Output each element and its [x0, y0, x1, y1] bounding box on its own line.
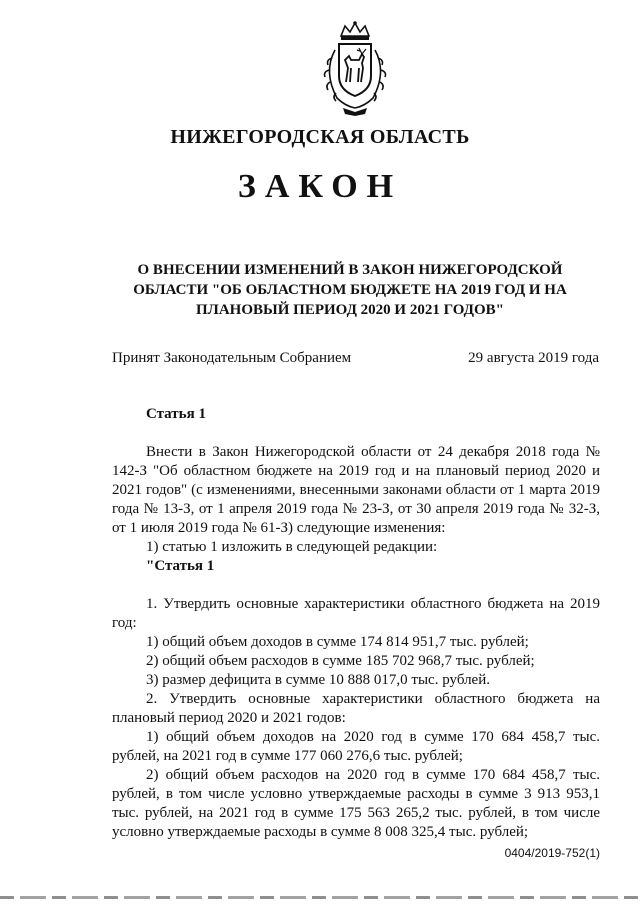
paragraph: 3) размер дефицита в сумме 10 888 017,0 тыс. рублей. [146, 672, 490, 688]
paragraph: 2) общий объем расходов в сумме 185 702 968,7 тыс. рублей; [146, 653, 535, 669]
article-intro: Внести в Закон Нижегородской области от 24 декабря 2018 года № 142-З "Об областном бюджете на 2019 год и на плановый период 2020 и 2021 годов" (с изменениями, внесенными законами области от 1 марта 2019 года № 13-З, от 1 апреля 2019 года № 23-З, от 30 апреля 2019 года № 32-З, от 1 июля 2019 года № 61-З) следующие изменения: [112, 444, 600, 536]
paragraph: 1. Утвердить основные характеристики областного бюджета на 2019 год: [112, 596, 600, 631]
document-code: 0404/2019-752(1) [504, 846, 600, 860]
quoted-article-heading: "Статья 1 [146, 558, 215, 574]
adoption-date: 29 августа 2019 года [468, 350, 599, 366]
amendment-item: 1) статью 1 изложить в следующей редакции: [146, 539, 438, 555]
document-type-title: ЗАКОН [237, 168, 403, 205]
paragraph: 2) общий объем расходов на 2020 год в сумме 170 684 458,7 тыс. рублей, в том числе условно утверждаемые расходы в сумме 3 913 953,1 тыс. рублей, на 2021 год в сумме 175 563 265,2 тыс. рублей, в том числе условно утверждаемые расходы в сумме 8 008 325,4 тыс. рублей; [112, 767, 600, 840]
article-heading: Статья 1 [146, 406, 206, 422]
law-subject-title: О ВНЕСЕНИИ ИЗМЕНЕНИЙ В ЗАКОН НИЖЕГОРОДСКОЙ ОБЛАСТИ "ОБ ОБЛАСТНОМ БЮДЖЕТЕ НА 2019 ГОД И НА ПЛАНОВЫЙ ПЕРИОД 2020 И 2021 ГОДОВ" [133, 262, 567, 318]
adoption-statement: Принят Законодательным Собранием [112, 350, 352, 366]
law-body [112, 405, 600, 842]
paragraph: 1) общий объем доходов на 2020 год в сумме 170 684 458,7 тыс. рублей, на 2021 год в сумме 177 060 276,6 тыс. рублей; [112, 729, 600, 764]
paragraph: 2. Утвердить основные характеристики областного бюджета на плановый период 2020 и 2021 годов: [112, 691, 600, 726]
paragraph: 1) общий объем доходов в сумме 174 814 951,7 тыс. рублей; [146, 634, 529, 650]
scan-artifact-line [0, 896, 640, 899]
coat-of-arms-icon [315, 20, 395, 116]
region-title: НИЖЕГОРОДСКАЯ ОБЛАСТЬ [170, 126, 470, 148]
